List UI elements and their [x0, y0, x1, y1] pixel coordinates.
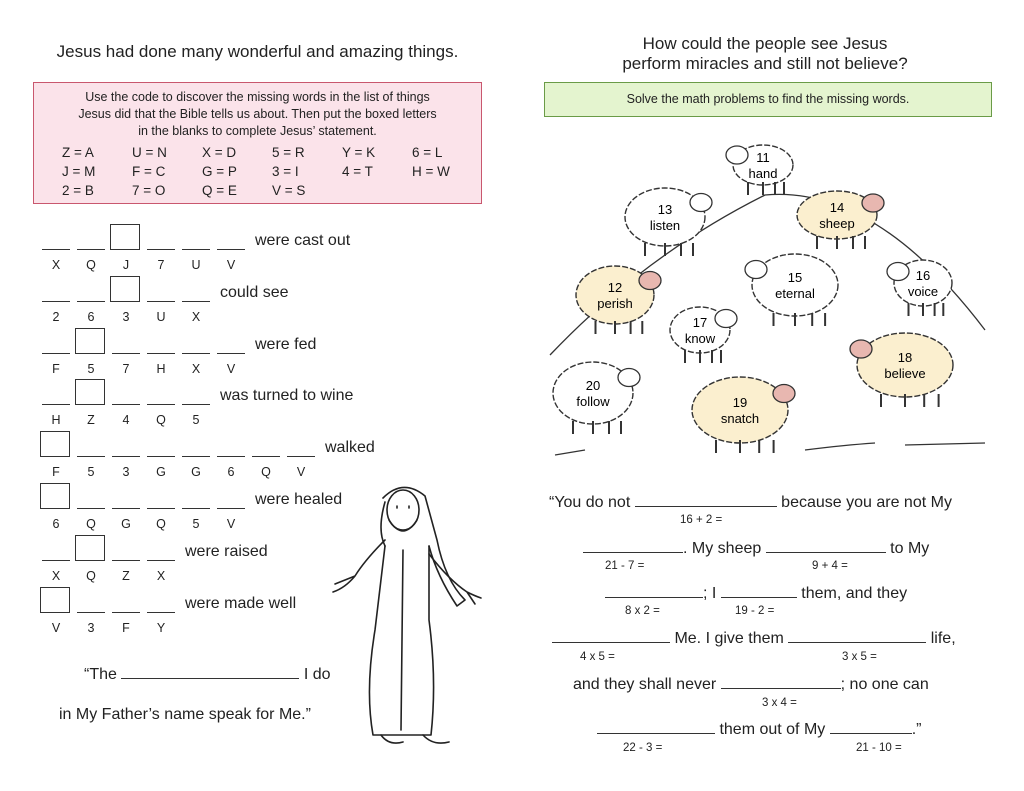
math-problem: 9 + 4 = [812, 560, 848, 572]
code-letter: F [52, 465, 60, 480]
answer-blank[interactable] [635, 492, 777, 507]
sheep-number: 15 [787, 270, 803, 285]
code-letter: 5 [192, 413, 200, 428]
letter-blank[interactable] [42, 228, 70, 250]
answer-blank[interactable] [605, 583, 703, 598]
boxed-letter-slot[interactable] [40, 431, 70, 457]
sheep-number: 12 [607, 280, 623, 295]
code-key-box [33, 82, 482, 204]
code-letter: G [191, 465, 201, 480]
verse-line-5 [573, 674, 929, 694]
puzzle-phrase: walked [325, 439, 375, 457]
code-pair: U = N [132, 145, 167, 160]
quote-answer-blank[interactable] [121, 664, 299, 679]
sheep-snatch [692, 377, 795, 453]
code-letter: V [226, 517, 236, 531]
sheep-word: listen [649, 218, 681, 233]
verse-text: them, and they [801, 585, 908, 602]
verse-text: .” [911, 721, 922, 738]
letter-blank[interactable] [112, 332, 140, 354]
verse-line-6 [597, 719, 922, 739]
code-letter: G [121, 517, 131, 531]
verse-text: “You do not [549, 494, 631, 511]
letter-blank[interactable] [182, 487, 210, 509]
instruction-line: Jesus did that the Bible tells us about. Then put the boxed letters [78, 107, 437, 121]
verse-line-4 [552, 628, 956, 648]
code-letter: 6 [87, 309, 95, 324]
code-pair: J = M [62, 164, 96, 179]
letter-blank[interactable] [77, 280, 105, 302]
code-pair: Q = E [202, 183, 237, 198]
letter-blank[interactable] [112, 591, 140, 613]
code-letter: X [51, 568, 61, 583]
sheep-head [887, 263, 909, 281]
sheep-number: 14 [829, 200, 845, 215]
math-problem: 16 + 2 = [680, 514, 723, 526]
sheep-number: 17 [692, 315, 708, 330]
letter-blank[interactable] [42, 383, 70, 405]
sheep-word: snatch [720, 411, 760, 426]
sheep-body [692, 377, 788, 443]
letter-blank[interactable] [182, 332, 210, 354]
code-letter: 5 [87, 465, 95, 480]
letter-blank[interactable] [217, 487, 245, 509]
answer-blank[interactable] [766, 538, 886, 553]
letter-blank[interactable] [147, 383, 175, 405]
letter-blank[interactable] [112, 539, 140, 561]
math-problem: 8 x 2 = [625, 605, 660, 617]
sheep-voice [887, 260, 952, 316]
letter-blank[interactable] [77, 435, 105, 457]
sheep-word: eternal [775, 286, 815, 301]
letter-blank[interactable] [42, 332, 70, 354]
sheep-word: follow [576, 394, 610, 409]
puzzle-phrase: were fed [255, 335, 317, 353]
sheep-word: know [684, 331, 716, 346]
code-letter: Q [86, 517, 96, 531]
answer-blank[interactable] [597, 719, 715, 734]
sheep-head [773, 385, 795, 403]
letter-blank[interactable] [112, 383, 140, 405]
code-letter: Z [87, 413, 95, 428]
sheep-head [639, 272, 661, 290]
sheep-head [850, 340, 872, 358]
puzzle-phrase: were raised [185, 542, 268, 560]
verse-text: them out of My [719, 721, 826, 738]
code-letter: 4 [122, 413, 130, 428]
sheep-number: 16 [915, 268, 931, 283]
code-letter: H [51, 413, 61, 428]
answer-blank[interactable] [830, 719, 912, 734]
math-problem: 22 - 3 = [623, 742, 663, 754]
puzzle-phrase: could see [220, 283, 289, 301]
quote-end: I do [303, 666, 331, 683]
sheep-word: voice [907, 284, 939, 299]
sheep-head [690, 194, 712, 212]
code-letter: 3 [122, 465, 130, 480]
sheep-head [618, 369, 640, 387]
code-letter: U [156, 309, 166, 324]
sheep-word: sheep [819, 216, 855, 231]
code-pair: F = C [132, 164, 166, 179]
code-letter: 5 [87, 361, 95, 376]
quote-line-2: in My Father’s name speak for Me.” [59, 706, 311, 723]
letter-blank[interactable] [182, 228, 210, 250]
letter-blank[interactable] [182, 383, 210, 405]
code-letter: V [296, 465, 306, 480]
letter-blank[interactable] [77, 228, 105, 250]
math-problem: 3 x 5 = [842, 651, 877, 663]
code-letter: F [122, 620, 130, 635]
code-letter: X [51, 258, 61, 272]
code-pair: X = D [202, 145, 237, 160]
code-pair: 5 = R [272, 145, 305, 160]
sheep-group [553, 145, 953, 453]
letter-blank[interactable] [112, 487, 140, 509]
verse-text: ; no one can [840, 676, 929, 693]
sheep-eternal [745, 254, 838, 326]
code-letter: 3 [122, 309, 130, 324]
letter-blank[interactable] [147, 228, 175, 250]
code-pair: 7 = O [132, 183, 166, 198]
code-letter: J [122, 258, 130, 272]
code-letter: 7 [157, 258, 165, 272]
right-title [540, 34, 990, 74]
sheep-word: hand [748, 166, 778, 181]
code-letter: X [191, 361, 201, 376]
code-pair: 2 = B [62, 183, 94, 198]
boxed-letter-slot[interactable] [75, 379, 105, 405]
code-pair: 3 = I [272, 164, 299, 179]
code-letter: H [156, 361, 166, 376]
boxed-letter-slot[interactable] [110, 224, 140, 250]
quote-start: “The [84, 666, 117, 683]
code-instructions [34, 89, 481, 140]
letter-blank[interactable] [112, 435, 140, 457]
code-letter: 6 [52, 517, 60, 531]
sheep-number: 11 [756, 150, 770, 165]
answer-blank[interactable] [788, 628, 926, 643]
math-problem: 21 - 7 = [605, 560, 645, 572]
verse-text: life, [930, 630, 956, 647]
letter-blank[interactable] [147, 487, 175, 509]
letter-blank[interactable] [147, 332, 175, 354]
answer-blank[interactable] [721, 583, 797, 598]
code-letter: 7 [122, 361, 130, 376]
puzzle-phrase: were made well [185, 594, 297, 612]
letter-blank[interactable] [147, 591, 175, 613]
code-letter: Z [122, 568, 130, 583]
code-letter: V [226, 361, 236, 376]
code-letter: X [191, 309, 201, 324]
math-instructions-box [544, 82, 992, 117]
verse-text: because you are not My [781, 494, 952, 511]
sheep-hand [726, 145, 793, 195]
sheep-number: 13 [657, 202, 673, 217]
letter-blank[interactable] [217, 435, 245, 457]
verse-text: to My [890, 540, 930, 557]
sheep-word: believe [884, 366, 926, 381]
code-pair: 6 = L [412, 145, 443, 160]
code-letter: 6 [227, 465, 235, 480]
verse-text: and they shall never [573, 676, 717, 693]
verse-line-1 [549, 492, 952, 512]
verse-line-2 [583, 538, 929, 558]
code-letter: Q [156, 517, 166, 531]
math-problem: 3 x 4 = [762, 697, 797, 709]
letter-blank[interactable] [287, 435, 315, 457]
letter-blank[interactable] [147, 435, 175, 457]
sheep-body [857, 333, 953, 397]
code-pair: Y = K [342, 145, 376, 160]
code-letter: G [156, 465, 166, 480]
math-problem: 21 - 10 = [856, 742, 902, 754]
verse-text: ; I [703, 585, 717, 602]
letter-blank[interactable] [217, 228, 245, 250]
code-letter: V [226, 258, 236, 272]
letter-blank[interactable] [252, 435, 280, 457]
letter-blank[interactable] [182, 435, 210, 457]
sheep-scene [545, 125, 990, 465]
right-title-line-2: perform miracles and still not believe? [622, 54, 908, 73]
boxed-letter-slot[interactable] [40, 587, 70, 613]
code-letter: 5 [192, 517, 200, 531]
sheep-number: 19 [732, 395, 748, 410]
sheep-follow [553, 362, 640, 434]
instruction-line: in the blanks to complete Jesus’ statement. [138, 124, 377, 138]
code-pair: 4 = T [342, 164, 373, 179]
code-letter: Y [156, 620, 166, 635]
code-pair: H = W [412, 164, 450, 179]
answer-blank[interactable] [583, 538, 683, 553]
code-letter: V [51, 620, 61, 635]
math-instructions: Solve the math problems to find the missing words. [626, 92, 910, 106]
boxed-letter-slot[interactable] [75, 328, 105, 354]
sheep-head [862, 194, 884, 212]
verse-line-3 [605, 583, 907, 603]
letter-blank[interactable] [217, 332, 245, 354]
sheep-believe [850, 333, 953, 407]
letter-blank[interactable] [42, 280, 70, 302]
letter-blank[interactable] [42, 539, 70, 561]
letter-blank[interactable] [77, 487, 105, 509]
math-problem: 4 x 5 = [580, 651, 615, 663]
code-pair: G = P [202, 164, 237, 179]
jesus-illustration [325, 480, 495, 750]
answer-blank[interactable] [721, 674, 841, 689]
sheep-word: perish [597, 296, 633, 311]
boxed-letter-slot[interactable] [75, 535, 105, 561]
sheep-head [715, 310, 737, 328]
code-pair: V = S [272, 183, 306, 198]
code-pair: Z = A [62, 145, 94, 160]
letter-blank[interactable] [147, 539, 175, 561]
code-letter: Q [86, 568, 96, 583]
sheep-listen [625, 188, 712, 256]
letter-blank[interactable] [147, 280, 175, 302]
letter-blank[interactable] [77, 591, 105, 613]
sheep-number: 18 [897, 350, 913, 365]
instruction-line: Use the code to discover the missing words in the list of things [85, 90, 430, 104]
code-letter: 3 [87, 620, 95, 635]
puzzle-phrase: was turned to wine [220, 387, 354, 405]
answer-blank[interactable] [552, 628, 670, 643]
boxed-letter-slot[interactable] [40, 483, 70, 509]
code-letter: U [191, 258, 201, 272]
sheep-head [745, 261, 767, 279]
left-title: Jesus had done many wonderful and amazing things. [56, 42, 459, 61]
code-letter: Q [261, 465, 271, 480]
sheep-know [670, 307, 737, 363]
verse-text: . My sheep [683, 540, 762, 557]
verse-text: Me. I give them [674, 630, 784, 647]
math-problem: 19 - 2 = [735, 605, 775, 617]
code-letter: X [156, 568, 166, 583]
right-title-line-1: How could the people see Jesus [642, 34, 888, 53]
puzzle-phrase: were cast out [255, 232, 351, 249]
puzzle-phrase: were healed [255, 491, 343, 508]
sheep-number: 20 [585, 378, 601, 393]
boxed-letter-slot[interactable] [110, 276, 140, 302]
code-letter: Q [156, 413, 166, 428]
code-letter: Q [86, 258, 96, 272]
code-letter: 2 [52, 309, 60, 324]
letter-blank[interactable] [182, 280, 210, 302]
sheep-sheep [797, 191, 884, 249]
sheep-perish [576, 266, 661, 334]
code-letter: F [52, 361, 60, 376]
sheep-head [726, 146, 748, 164]
quote-line-1 [84, 664, 331, 684]
